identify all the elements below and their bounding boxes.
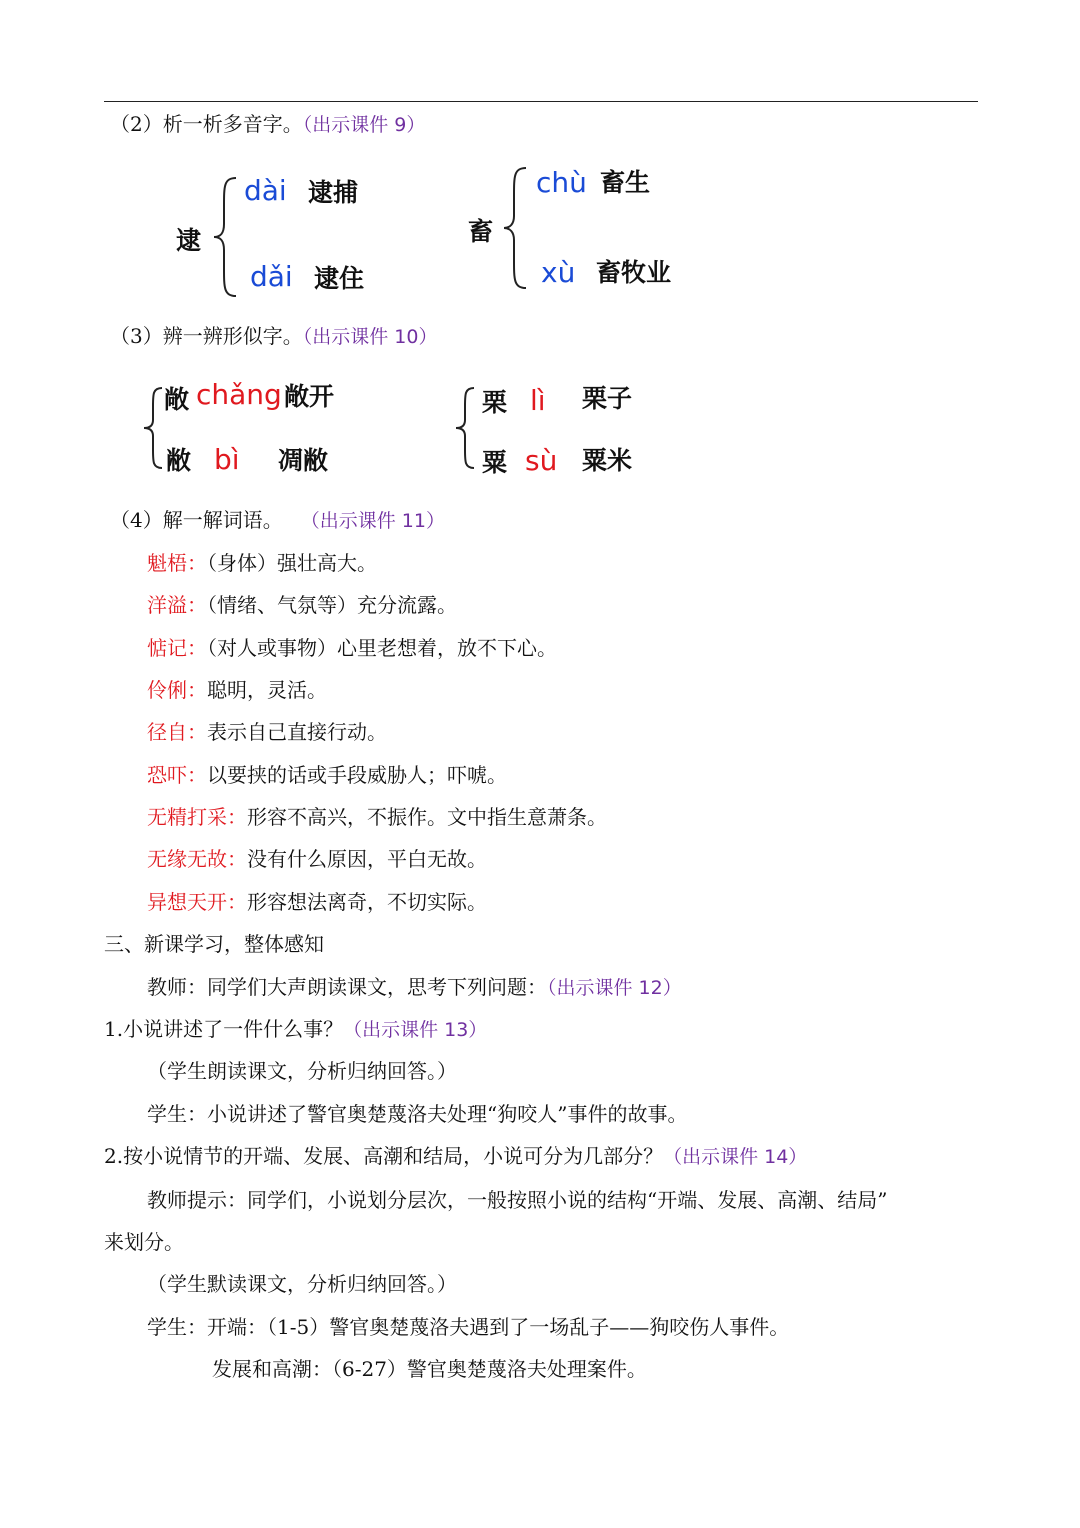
similar-char: 敝 xyxy=(166,446,192,475)
example-word: 敞开 xyxy=(284,382,335,411)
pinyin: chù xyxy=(536,166,587,199)
vocab-item: 无精打采：形容不高兴，不振作。文中指生意萧条。 xyxy=(147,805,607,829)
example-word: 逮住 xyxy=(314,264,365,293)
brace-icon xyxy=(502,166,528,290)
vocab-item: 伶俐：聪明，灵活。 xyxy=(147,678,327,702)
courseware-ref: （出示课件 13） xyxy=(343,1019,488,1041)
vocab-item: 魁梧：（身体）强壮高大。 xyxy=(147,551,377,575)
section-title: 三、新课学习，整体感知 xyxy=(104,932,324,956)
pinyin: chǎng xyxy=(196,378,282,411)
vocab-item: 恐吓：以要挟的话或手段威胁人；吓唬。 xyxy=(147,763,507,787)
example-word: 粟米 xyxy=(582,446,633,475)
header-rule xyxy=(104,101,978,102)
question-2: 2.按小说情节的开端、发展、高潮和结局，小说可分为几部分？（出示课件 14） xyxy=(104,1144,808,1168)
vocab-item: 洋溢：（情绪、气氛等）充分流露。 xyxy=(147,593,457,617)
student-note: （学生默读课文，分析归纳回答。） xyxy=(147,1272,457,1296)
courseware-ref: （出示课件 12） xyxy=(547,977,682,999)
pinyin: bì xyxy=(214,443,240,476)
vocab-item: 无缘无故：没有什么原因，平白无故。 xyxy=(147,847,487,871)
brace-icon xyxy=(212,176,238,298)
teacher-intro: 教师：同学们大声朗读课文，思考下列问题：（出示课件 12） xyxy=(147,975,682,999)
pinyin: xù xyxy=(541,256,576,289)
courseware-ref: （出示课件 9） xyxy=(302,114,426,136)
example-word: 逮捕 xyxy=(308,178,359,207)
courseware-ref: （出示课件 10） xyxy=(302,326,438,348)
vocab-item: 异想天开：形容想法离奇，不切实际。 xyxy=(147,890,487,914)
similar-char: 粟 xyxy=(482,448,508,477)
vocab-item: 惦记：（对人或事物）心里老想着，放不下心。 xyxy=(147,636,557,660)
courseware-ref: （出示课件 14） xyxy=(663,1146,808,1168)
example-word: 栗子 xyxy=(582,384,633,413)
example-word: 凋敝 xyxy=(278,446,329,475)
similar-heading: （3）辨一辨形似字。（出示课件 10） xyxy=(110,324,438,348)
vocab-item: 径自：表示自己直接行动。 xyxy=(147,720,387,744)
pinyin: sù xyxy=(525,444,558,477)
polyphone-heading: （2）析一析多音字。（出示课件 9） xyxy=(110,112,426,136)
example-word: 畜生 xyxy=(600,168,651,197)
student-answer: 学生：开端：（1-5）警官奥楚蔑洛夫遇到了一场乱子——狗咬伤人事件。 xyxy=(147,1315,790,1339)
student-note: （学生朗读课文，分析归纳回答。） xyxy=(147,1059,457,1083)
vocab-heading: （4）解一解词语。 （出示课件 11） xyxy=(110,508,445,532)
student-answer-cont: 发展和高潮：（6-27）警官奥楚蔑洛夫处理案件。 xyxy=(212,1357,647,1381)
teacher-hint-cont: 来划分。 xyxy=(104,1230,184,1254)
question-1: 1.小说讲述了一件什么事？（出示课件 13） xyxy=(104,1017,488,1041)
courseware-ref: （出示课件 11） xyxy=(300,510,445,532)
polyphone-char: 畜 xyxy=(468,217,494,246)
teacher-hint: 教师提示：同学们，小说划分层次，一般按照小说的结构“开端、发展、高潮、结局” xyxy=(147,1188,888,1212)
similar-char: 敞 xyxy=(164,385,190,414)
brace-icon xyxy=(142,386,164,470)
pinyin: lì xyxy=(530,384,546,417)
brace-icon xyxy=(454,386,476,470)
example-word: 畜牧业 xyxy=(596,258,672,287)
pinyin: dài xyxy=(244,174,287,207)
similar-char: 栗 xyxy=(482,388,508,417)
pinyin: dǎi xyxy=(250,260,293,293)
polyphone-char: 逮 xyxy=(176,226,202,255)
student-answer: 学生：小说讲述了警官奥楚蔑洛夫处理“狗咬人”事件的故事。 xyxy=(147,1102,688,1126)
